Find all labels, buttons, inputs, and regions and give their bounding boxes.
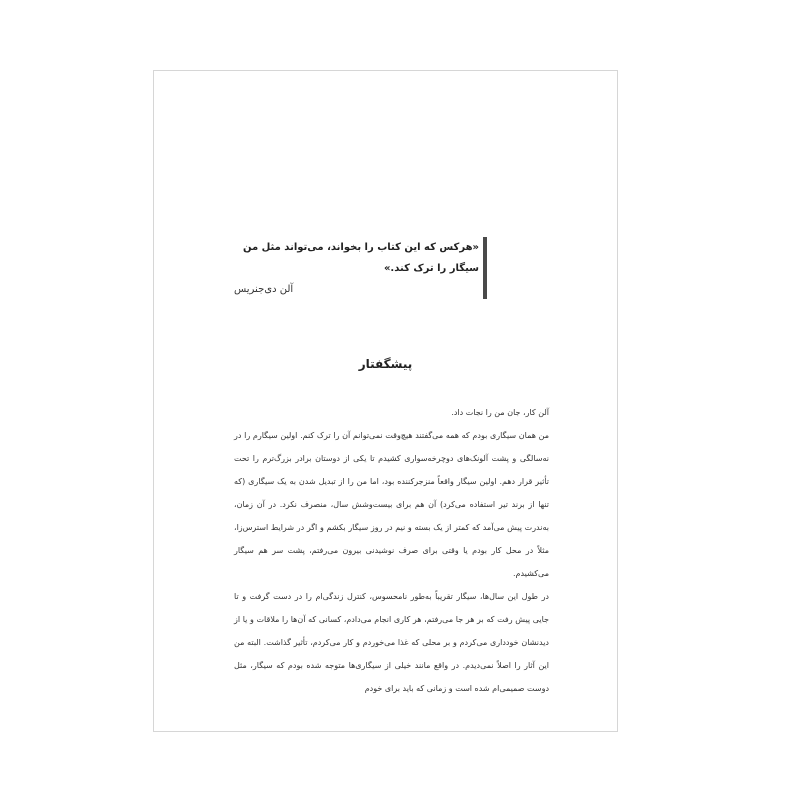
book-page — [153, 70, 618, 732]
paragraph: من همان سیگاری بودم که همه می‌گفتند هیچ‌وقت نمی‌توانم آن را ترک کنم. اولین سیگارم را در نه‌سالگی و پشت آلونک‌های دوچرخه‌سواری کشیدم تا یکی از دوستان برادر بزرگ‌ترم را تحت تأثیر قرار دهم. اولین سیگار واقعاً منزجرکننده بود، اما من را از تبدیل شدن به یک سیگاری (که تنها از برند تیر استفاده می‌کرد) آن هم برای بیست‌وشش سال، منصرف نکرد. در آن زمان، به‌ندرت پیش می‌آمد که کمتر از یک بسته و نیم در روز سیگار بکشم و اگر در شرایط استرس‌زا، مثلاً در محل کار بودم یا وقتی برای صرف نوشیدنی بیرون می‌رفتم، پشت سر هم سیگار می‌کشیدم. — [234, 431, 549, 578]
quote-bar — [483, 237, 487, 299]
epigraph-quote: «هرکس که این کتاب را بخواند، می‌تواند مثل من سیگار را ترک کند.» — [242, 242, 479, 274]
chapter-heading: پیشگفتار — [358, 357, 413, 371]
paragraph: در طول این سال‌ها، سیگار تقریباً به‌طور نامحسوس، کنترل زندگی‌ام را در دست گرفت و تا جایی پیش رفت که بر هر جا می‌رفتم، هر کاری انجام می‌دادم، کسانی که آن‌ها را ملاقات و یا از دیدنشان خودداری می‌کردم و بر محلی که غذا می‌خوردم و کار می‌کردم، تأثیر گذاشت. البته من این آثار را اصلاً نمی‌دیدم. در واقع مانند خیلی از سیگاری‌ها متوجه شده بودم که سیگار، مثل دوست صمیمی‌ام شده است و زمانی که باید برای خودم — [234, 592, 549, 693]
epigraph — [234, 237, 481, 297]
epigraph-author: آلن دی‌جنریس — [234, 284, 294, 295]
paragraph: آلن کار، جان من را نجات داد. — [451, 408, 549, 417]
body-text — [234, 401, 549, 700]
